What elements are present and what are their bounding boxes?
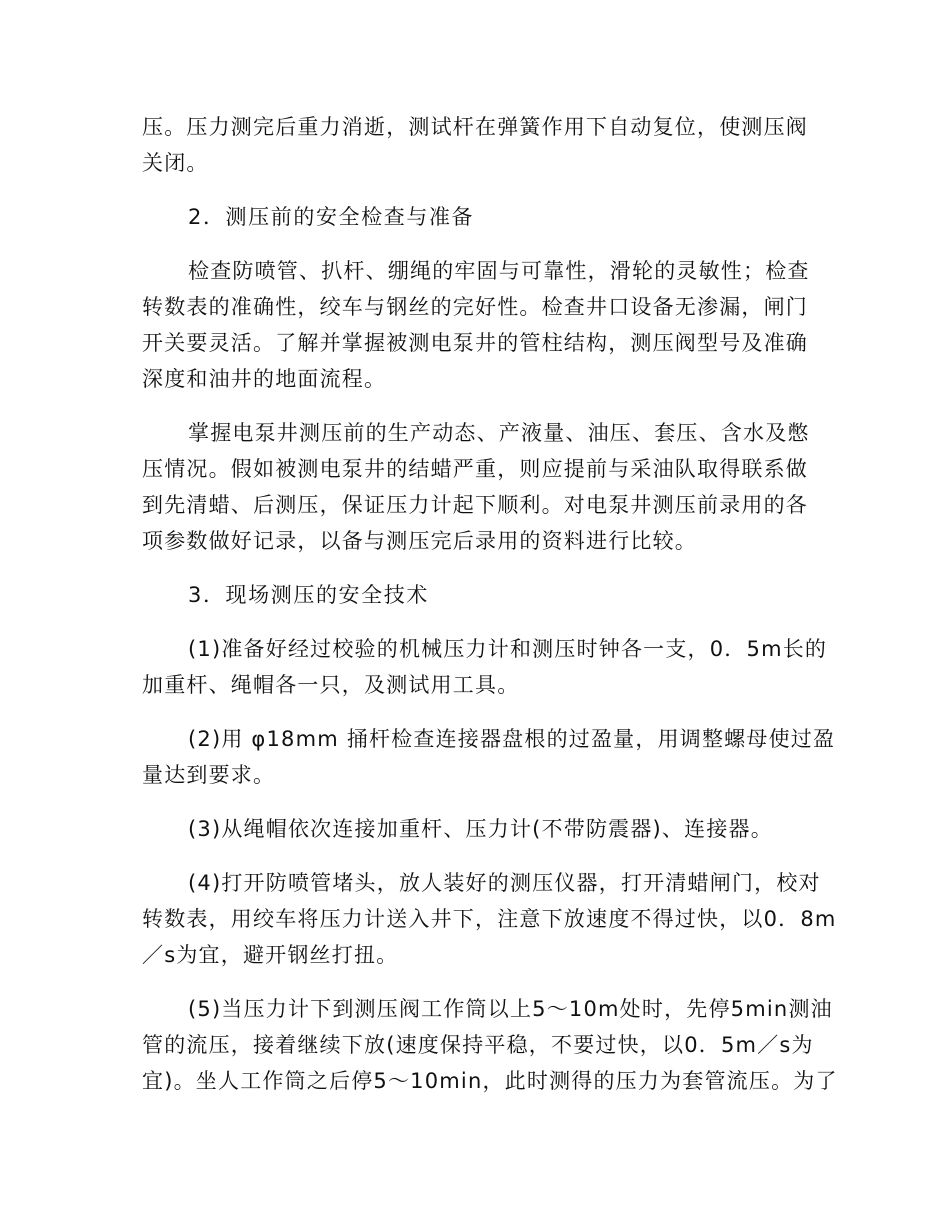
list-item-line: 转数表，用绞车将压力计送入井下，注意下放速度不得过快，以0．8m: [142, 907, 837, 931]
list-item-line: (1)准备好经过校验的机械压力计和测压时钟各一支，0．5m长的: [188, 637, 828, 661]
paragraph-line: 开关要灵活。了解并掌握被测电泵井的管柱结构，测压阀型号及准确: [142, 331, 808, 355]
list-item-line: (3)从绳帽依次连接加重杆、压力计(不带防震器)、连接器。: [188, 817, 773, 841]
list-item-line: 量达到要求。: [142, 763, 276, 787]
paragraph-line: 压情况。假如被测电泵井的结蜡严重，则应提前与采油队取得联系做: [142, 457, 808, 481]
paragraph-line: 深度和油井的地面流程。: [142, 367, 387, 391]
section-heading: 2．测压前的安全检查与准备: [188, 205, 475, 229]
list-item-line: 宜)。坐人工作筒之后停5～10min，此时测得的压力为套管流压。为了: [142, 1069, 838, 1093]
list-item-line: 加重杆、绳帽各一只，及测试用工具。: [142, 673, 520, 697]
paragraph-line: 检查防喷管、扒杆、绷绳的牢固与可靠性，滑轮的灵敏性；检查: [188, 259, 810, 283]
paragraph-line: 到先清蜡、后测压，保证压力计起下顺利。对电泵井测压前录用的各: [142, 493, 808, 517]
paragraph-line: 关闭。: [142, 151, 209, 175]
list-item-line: (4)打开防喷管堵头，放人装好的测压仪器，打开清蜡闸门，校对: [188, 871, 821, 895]
list-item-line: 管的流压，接着继续下放(速度保持平稳，不要过快，以0．5m／s为: [142, 1033, 814, 1057]
paragraph-line: 掌握电泵井测压前的生产动态、产液量、油压、套压、含水及憋: [188, 421, 810, 445]
paragraph-line: 转数表的准确性，绞车与钢丝的完好性。检查井口设备无渗漏，闸门: [142, 295, 808, 319]
section-heading: 3．现场测压的安全技术: [188, 583, 429, 607]
paragraph-line: 项参数做好记录，以备与测压完后录用的资料进行比较。: [142, 529, 697, 553]
list-item-line: (5)当压力计下到测压阀工作筒以上5～10m处时，先停5min测油: [188, 997, 833, 1021]
list-item-line: (2)用 φ18mm 捅杆检查连接器盘根的过盈量，用调整螺母使过盈: [188, 727, 836, 751]
list-item-line: ／s为宜，避开钢丝打扭。: [142, 943, 399, 967]
paragraph-line: 压。压力测完后重力消逝，测试杆在弹簧作用下自动复位，使测压阀: [142, 115, 808, 139]
